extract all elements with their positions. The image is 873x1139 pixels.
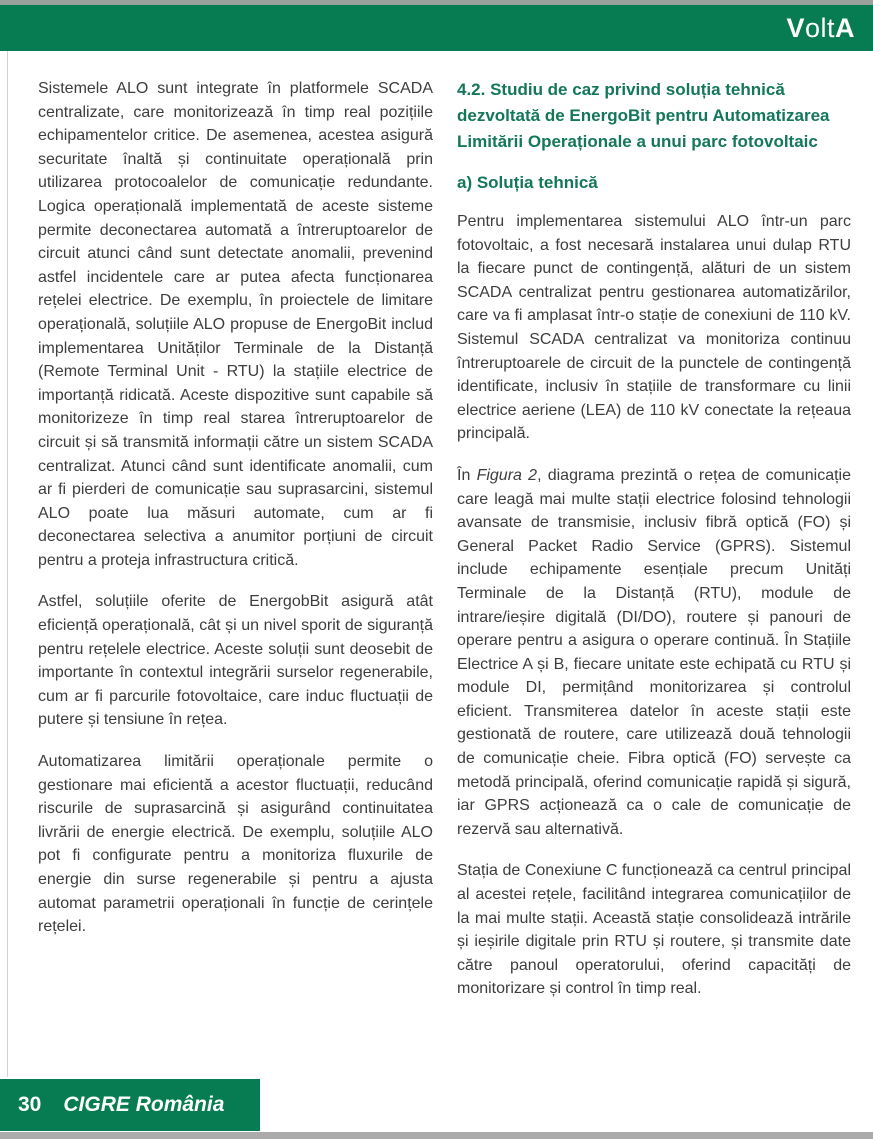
brand-letter-v: V: [786, 12, 805, 43]
brand-letters-olt: olt: [804, 12, 835, 43]
brand-logo: [786, 12, 855, 43]
header-bar: [0, 5, 873, 51]
body-paragraph: [457, 464, 851, 842]
body-paragraph: Automatizarea limitării operaționale permite o gestionare mai eficientă a acestor fluctuații, reducând riscurile de suprasarcină și asigurând continuitatea livrării de energie electrică. De exemplu, soluțiile ALO pot fi configurate pentru a monitoriza fluxurile de energie din surse regenerabile și pentru a ajusta automat parametrii operaționali în funcție de cerințele rețelei.: [38, 753, 433, 936]
paragraph-rest: , diagrama prezintă o rețea de comunicație care leagă mai multe stații electrice folosind tehnologii avansate de transmisie, inclusiv fibră optică (FO) și General Packet Radio Service (GPRS). Sistemul include echipamente esențiale precum Unități Terminale de la Distanță (RTU), module de intrare/ieșire digitală (DI/DO), routere și panouri de operare pentru a asigura o operare continuă. În Stațiile Electrice A și B, fiecare unitate este echipată cu RTU și module DI, permițând monitorizarea și controlul eficient. Transmiterea datelor în aceste stații este gestionată de routere, care utilizează două tehnologii de comunicație cheie. Fibra optică (FO) servește ca metodă principală, oferind comunicație rapidă și sigură, iar GPRS acționează ca o cale de comunicație de rezervă sau alternativă.: [457, 466, 852, 838]
paragraph-prefix: În: [457, 466, 477, 484]
main-content: [0, 51, 873, 1001]
body-paragraph: Stația de Conexiune C funcționează ca centrul principal al acestei rețele, facilitând integrarea comunicațiilor de la mai multe stații. Această stație consolidează intrările și ieșirile digitale prin RTU și routere, și transmite date către panoul operatorului, oferind capacități de monitorizare și control în timp real.: [457, 862, 851, 998]
brand-letter-a: A: [835, 12, 855, 43]
body-paragraph: Astfel, soluțiile oferite de EnergobBit asigură atât eficiență operațională, cât și un nivel sporit de siguranță pentru rețelele electrice. Aceste soluții sunt deosebit de importante în contextul integrării surselor regenerabile, cum ar fi parcurile fotovoltaice, care induc fluctuații de putere și tensiune în rețea.: [38, 593, 433, 729]
section-heading: 4.2. Studiu de caz privind soluția tehnică dezvoltată de EnergoBit pentru Automatizarea Limitării Operaționale a unui parc fotovoltaic: [457, 80, 830, 151]
bottom-edge-strip: [0, 1132, 873, 1139]
publication-name: CIGRE România: [63, 1093, 225, 1116]
figure-reference: Figura 2: [476, 466, 538, 484]
page-number: 30: [18, 1093, 42, 1116]
left-column: [38, 77, 433, 1001]
subsection-heading: a) Soluția tehnică: [457, 173, 598, 192]
footer-bar: [0, 1079, 260, 1131]
body-paragraph: Sistemele ALO sunt integrate în platformele SCADA centralizate, care monitorizează în timp real pozițiile echipamentelor critice. De asemenea, acestea asigură securitate înaltă și continuitate operațională prin utilizarea protocoalelor de comunicație redundante. Logica operațională implementată de aceste sisteme permite deconectarea automată a întreruptoarelor de circuit atunci când sunt detectate anomalii, prevenind astfel incidentele care ar putea afecta funcționarea rețelei electrice. De exemplu, în proiectele de limitare operațională, soluțiile ALO propuse de EnergoBit includ implementarea Unităților Terminale de la Distanță (Remote Terminal Unit - RTU) la stațiile electrice de importanță ridicată. Aceste dispozitive sunt capabile să monitorizeze în timp real starea întreruptoarelor de circuit și să transmită informații către un sistem SCADA centralizat. Atunci când sunt identificate anomalii, cum ar fi pierderi de comunicație sau suprasarcini, sistemul ALO poate lua măsuri automate, cum ar fi deconectarea selectiva a anumitor porțiuni de circuit pentru a proteja infrastructura critică.: [38, 80, 433, 569]
right-column: [457, 77, 851, 1001]
body-paragraph: Pentru implementarea sistemului ALO într-un parc fotovoltaic, a fost necesară instalarea unui dulap RTU la fiecare punct de contingență, alături de un sistem SCADA centralizat pentru gestionarea automatizărilor, care va fi amplasat într-o stație de conexiuni de 110 kV. Sistemul SCADA centralizat va monitoriza continuu întreruptoarele de circuit de la punctele de contingență identificate, inclusiv în stațiile de transformare cu linii electrice aeriene (LEA) de 110 kV conectate la rețeaua principală.: [457, 213, 851, 443]
